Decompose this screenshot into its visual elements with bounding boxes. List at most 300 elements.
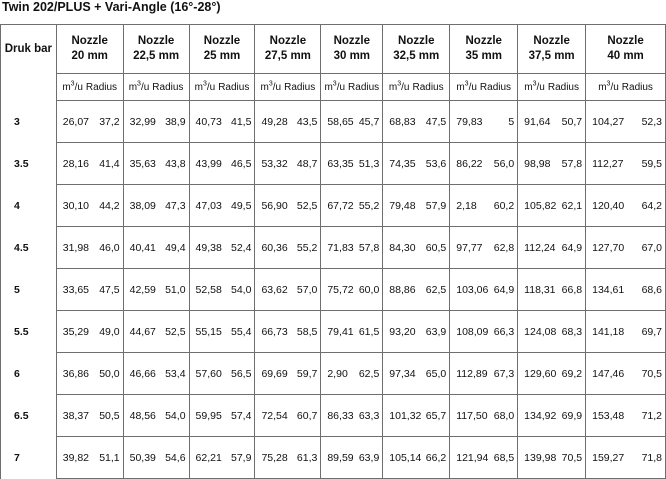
nozzle-column-header bbox=[586, 25, 666, 74]
flow-value: 79,48 bbox=[389, 199, 416, 212]
flow-radius-cell bbox=[189, 437, 255, 479]
unit-suffix: /u bbox=[140, 81, 150, 93]
flow-value: 112,27 bbox=[592, 157, 624, 170]
flow-value: 72,54 bbox=[261, 409, 288, 422]
radius-value: 56,0 bbox=[493, 157, 515, 170]
nozzle-size: 37,5 mm bbox=[528, 50, 575, 62]
radius-value: 64,9 bbox=[561, 241, 583, 254]
flow-radius-cell bbox=[321, 143, 383, 185]
radius-value: 66,3 bbox=[493, 325, 515, 338]
radius-value: 65,7 bbox=[425, 409, 447, 422]
radius-value: 57,9 bbox=[425, 199, 447, 212]
flow-value: 93,20 bbox=[389, 325, 416, 338]
table-row bbox=[1, 353, 666, 395]
flow-value: 69,69 bbox=[261, 367, 288, 380]
pressure-cell: 4 bbox=[1, 185, 57, 227]
radius-value: 5 bbox=[508, 115, 515, 128]
flow-value: 35,29 bbox=[62, 325, 90, 338]
radius-value: 68,3 bbox=[561, 325, 583, 338]
nozzle-label: Nozzle bbox=[607, 35, 644, 47]
radius-value: 70,5 bbox=[641, 367, 662, 380]
flow-radius-cell bbox=[123, 437, 189, 479]
flow-radius-cell bbox=[383, 353, 450, 395]
radius-value: 47,5 bbox=[99, 283, 120, 296]
unit-exponent: 3 bbox=[464, 80, 469, 88]
radius-value: 55,4 bbox=[231, 325, 252, 338]
flow-radius-cell bbox=[518, 143, 586, 185]
flow-value: 98,98 bbox=[524, 157, 551, 170]
flow-radius-cell bbox=[518, 227, 586, 269]
nozzle-size: 35 mm bbox=[465, 50, 502, 62]
flow-radius-cell bbox=[189, 101, 255, 143]
flow-value: 28,16 bbox=[62, 157, 90, 170]
radius-value: 52,4 bbox=[231, 241, 252, 254]
radius-label: Radius bbox=[85, 81, 118, 93]
flow-value: 86,22 bbox=[456, 157, 483, 170]
radius-value: 66,8 bbox=[561, 283, 583, 296]
radius-value: 41,4 bbox=[99, 157, 120, 170]
flow-radius-cell bbox=[586, 269, 666, 311]
flow-radius-cell bbox=[321, 227, 383, 269]
flow-value: 56,90 bbox=[261, 199, 288, 212]
flow-radius-cell bbox=[189, 143, 255, 185]
nozzle-column-header bbox=[383, 25, 450, 74]
flow-value: 153,48 bbox=[592, 409, 625, 422]
flow-radius-cell bbox=[255, 101, 321, 143]
flow-value: 2,90 bbox=[327, 367, 348, 380]
radius-value: 37,2 bbox=[99, 115, 120, 128]
flow-value: 112,89 bbox=[456, 367, 488, 380]
nozzle-size: 25 mm bbox=[203, 50, 241, 62]
radius-value: 59,7 bbox=[296, 367, 318, 380]
flow-value: 47,03 bbox=[195, 199, 222, 212]
table-row bbox=[1, 437, 666, 479]
nozzle-size: 40 mm bbox=[607, 50, 644, 62]
flow-value: 97,77 bbox=[456, 241, 483, 254]
nozzle-size: 30 mm bbox=[333, 50, 371, 62]
unit-radius-subheader bbox=[321, 74, 383, 101]
table-row bbox=[1, 143, 666, 185]
nozzle-label: Nozzle bbox=[533, 35, 570, 47]
flow-value: 84,30 bbox=[389, 241, 416, 254]
flow-radius-cell bbox=[56, 185, 123, 227]
radius-value: 69,9 bbox=[561, 409, 583, 422]
pressure-cell: 3.5 bbox=[1, 143, 57, 185]
radius-label: Radius bbox=[479, 81, 512, 93]
radius-value: 43,8 bbox=[165, 157, 186, 170]
radius-value: 57,4 bbox=[231, 409, 252, 422]
radius-value: 60,2 bbox=[493, 199, 515, 212]
flow-radius-cell bbox=[189, 311, 255, 353]
unit-radius-subheader bbox=[123, 74, 189, 101]
radius-value: 52,5 bbox=[296, 199, 318, 212]
radius-value: 58,5 bbox=[296, 325, 318, 338]
radius-value: 71,8 bbox=[641, 451, 662, 464]
flow-radius-cell bbox=[255, 311, 321, 353]
flow-value: 35,63 bbox=[129, 157, 156, 170]
flow-radius-cell bbox=[450, 227, 518, 269]
unit-radius-subheader bbox=[56, 74, 123, 101]
unit-exponent: 3 bbox=[70, 80, 75, 88]
pressure-cell: 4.5 bbox=[1, 227, 57, 269]
radius-value: 56,5 bbox=[231, 367, 252, 380]
radius-value: 54,6 bbox=[165, 451, 186, 464]
pressure-cell: 3 bbox=[1, 101, 57, 143]
unit-suffix: /u bbox=[536, 81, 545, 93]
radius-value: 61,3 bbox=[296, 451, 318, 464]
flow-value: 26,07 bbox=[62, 115, 90, 128]
flow-value: 120,40 bbox=[592, 199, 625, 212]
radius-value: 53,4 bbox=[165, 367, 186, 380]
flow-value: 104,27 bbox=[592, 115, 625, 128]
flow-value: 40,73 bbox=[195, 115, 222, 128]
radius-value: 50,5 bbox=[99, 409, 120, 422]
flow-value: 103,06 bbox=[456, 283, 489, 296]
nozzle-size: 22,5 mm bbox=[133, 50, 180, 62]
flow-radius-cell bbox=[383, 101, 450, 143]
flow-radius-cell bbox=[518, 101, 586, 143]
flow-radius-cell bbox=[518, 269, 586, 311]
flow-value: 71,83 bbox=[327, 241, 354, 254]
flow-value: 46,66 bbox=[129, 367, 156, 380]
unit-prefix: m bbox=[456, 81, 465, 93]
flow-value: 68,83 bbox=[389, 115, 416, 128]
flow-radius-cell bbox=[518, 353, 586, 395]
flow-value: 53,32 bbox=[261, 157, 288, 170]
table-header-row bbox=[1, 25, 666, 74]
flow-value: 32,99 bbox=[129, 115, 156, 128]
radius-value: 54,0 bbox=[231, 283, 252, 296]
unit-exponent: 3 bbox=[268, 80, 273, 88]
unit-exponent: 3 bbox=[202, 80, 207, 88]
subheader-blank bbox=[1, 74, 57, 101]
radius-value: 57,8 bbox=[561, 157, 583, 170]
table-row bbox=[1, 227, 666, 269]
flow-radius-cell bbox=[123, 101, 189, 143]
nozzle-column-header bbox=[450, 25, 518, 74]
flow-value: 86,33 bbox=[327, 409, 354, 422]
flow-radius-cell bbox=[586, 101, 666, 143]
flow-value: 74,35 bbox=[389, 157, 416, 170]
radius-value: 49,4 bbox=[165, 241, 186, 254]
flow-radius-cell bbox=[189, 395, 255, 437]
unit-suffix: /u bbox=[272, 81, 282, 93]
table-subheader-row bbox=[1, 74, 666, 101]
unit-suffix: /u bbox=[206, 81, 216, 93]
radius-value: 51,0 bbox=[165, 283, 186, 296]
flow-value: 43,99 bbox=[195, 157, 222, 170]
radius-value: 63,3 bbox=[358, 409, 380, 422]
flow-value: 66,73 bbox=[261, 325, 288, 338]
flow-value: 2,18 bbox=[456, 199, 477, 212]
unit-prefix: m bbox=[324, 81, 333, 93]
flow-value: 33,65 bbox=[62, 283, 90, 296]
flow-radius-cell bbox=[56, 143, 123, 185]
radius-label: Radius bbox=[621, 81, 653, 93]
unit-exponent: 3 bbox=[137, 80, 141, 88]
nozzle-size: 27,5 mm bbox=[264, 50, 311, 62]
flow-value: 139,98 bbox=[524, 451, 557, 464]
table-row bbox=[1, 269, 666, 311]
flow-value: 134,61 bbox=[592, 283, 625, 296]
flow-value: 134,92 bbox=[524, 409, 557, 422]
flow-value: 57,60 bbox=[195, 367, 222, 380]
pressure-cell: 7 bbox=[1, 437, 57, 479]
flow-value: 40,41 bbox=[129, 241, 156, 254]
flow-value: 141,18 bbox=[592, 325, 625, 338]
radius-value: 57,0 bbox=[296, 283, 318, 296]
flow-value: 55,15 bbox=[195, 325, 222, 338]
flow-value: 63,35 bbox=[327, 157, 354, 170]
flow-value: 50,39 bbox=[129, 451, 156, 464]
radius-value: 47,3 bbox=[165, 199, 186, 212]
flow-value: 88,86 bbox=[389, 283, 416, 296]
flow-radius-cell bbox=[123, 353, 189, 395]
flow-value: 30,10 bbox=[62, 199, 90, 212]
flow-radius-cell bbox=[586, 395, 666, 437]
flow-radius-cell bbox=[56, 101, 123, 143]
unit-prefix: m bbox=[194, 81, 203, 93]
flow-radius-cell bbox=[450, 269, 518, 311]
radius-value: 68,0 bbox=[493, 409, 515, 422]
flow-radius-cell bbox=[383, 269, 450, 311]
flow-value: 105,14 bbox=[389, 451, 422, 464]
radius-value: 48,7 bbox=[296, 157, 318, 170]
radius-value: 62,1 bbox=[561, 199, 583, 212]
unit-radius-subheader bbox=[383, 74, 450, 101]
radius-value: 57,8 bbox=[358, 241, 380, 254]
radius-value: 41,5 bbox=[231, 115, 252, 128]
flow-value: 44,67 bbox=[129, 325, 156, 338]
flow-radius-cell bbox=[321, 101, 383, 143]
unit-suffix: /u bbox=[610, 81, 619, 93]
flow-value: 75,28 bbox=[261, 451, 288, 464]
radius-label: Radius bbox=[218, 81, 250, 93]
radius-value: 49,5 bbox=[231, 199, 252, 212]
flow-radius-cell bbox=[383, 143, 450, 185]
flow-value: 49,38 bbox=[195, 241, 222, 254]
nozzle-size: 20 mm bbox=[71, 50, 108, 62]
flow-radius-cell bbox=[450, 311, 518, 353]
flow-radius-cell bbox=[321, 437, 383, 479]
flow-radius-cell bbox=[255, 437, 321, 479]
flow-value: 52,58 bbox=[195, 283, 222, 296]
flow-radius-cell bbox=[321, 311, 383, 353]
flow-value: 105,82 bbox=[524, 199, 557, 212]
pressure-column-header: Druk bar bbox=[1, 25, 57, 74]
nozzle-column-header bbox=[321, 25, 383, 74]
radius-value: 62,8 bbox=[493, 241, 515, 254]
flow-radius-cell bbox=[450, 185, 518, 227]
flow-value: 63,62 bbox=[261, 283, 288, 296]
flow-radius-cell bbox=[56, 311, 123, 353]
table-row bbox=[1, 395, 666, 437]
flow-value: 147,46 bbox=[592, 367, 625, 380]
table-row bbox=[1, 185, 666, 227]
flow-value: 60,36 bbox=[261, 241, 288, 254]
flow-value: 129,60 bbox=[524, 367, 557, 380]
unit-radius-subheader bbox=[450, 74, 518, 101]
unit-exponent: 3 bbox=[397, 80, 402, 88]
flow-radius-cell bbox=[383, 227, 450, 269]
unit-prefix: m bbox=[128, 81, 138, 93]
pressure-cell: 6.5 bbox=[1, 395, 57, 437]
flow-value: 97,34 bbox=[389, 367, 416, 380]
flow-radius-cell bbox=[56, 227, 123, 269]
unit-prefix: m bbox=[598, 81, 607, 93]
flow-radius-cell bbox=[56, 269, 123, 311]
flow-value: 79,41 bbox=[327, 325, 354, 338]
nozzle-column-header bbox=[56, 25, 123, 74]
unit-prefix: m bbox=[388, 81, 398, 93]
nozzle-label: Nozzle bbox=[398, 35, 435, 47]
flow-value: 79,83 bbox=[456, 115, 483, 128]
flow-radius-cell bbox=[383, 395, 450, 437]
flow-radius-cell bbox=[518, 185, 586, 227]
radius-value: 62,5 bbox=[425, 283, 447, 296]
flow-value: 121,94 bbox=[456, 451, 489, 464]
radius-value: 49,0 bbox=[99, 325, 120, 338]
unit-suffix: /u bbox=[336, 81, 346, 93]
flow-radius-cell bbox=[450, 437, 518, 479]
flow-radius-cell bbox=[321, 269, 383, 311]
flow-value: 91,64 bbox=[524, 115, 551, 128]
flow-value: 31,98 bbox=[62, 241, 90, 254]
flow-radius-cell bbox=[255, 395, 321, 437]
flow-radius-cell bbox=[189, 227, 255, 269]
unit-radius-subheader bbox=[518, 74, 586, 101]
nozzle-column-header bbox=[123, 25, 189, 74]
flow-value: 118,31 bbox=[524, 283, 556, 296]
flow-radius-cell bbox=[189, 269, 255, 311]
flow-value: 117,50 bbox=[456, 409, 488, 422]
radius-value: 67,0 bbox=[641, 241, 662, 254]
radius-value: 69,7 bbox=[641, 325, 662, 338]
radius-value: 45,7 bbox=[358, 115, 380, 128]
radius-value: 50,7 bbox=[561, 115, 583, 128]
flow-radius-cell bbox=[255, 185, 321, 227]
flow-radius-cell bbox=[189, 353, 255, 395]
unit-radius-subheader bbox=[189, 74, 255, 101]
nozzle-label: Nozzle bbox=[203, 35, 241, 47]
flow-value: 38,09 bbox=[129, 199, 156, 212]
radius-value: 51,1 bbox=[99, 451, 120, 464]
radius-value: 44,2 bbox=[99, 199, 120, 212]
nozzle-column-header bbox=[189, 25, 255, 74]
unit-prefix: m bbox=[260, 81, 269, 93]
flow-value: 48,56 bbox=[129, 409, 156, 422]
radius-value: 53,6 bbox=[425, 157, 447, 170]
flow-value: 159,27 bbox=[592, 451, 625, 464]
flow-radius-cell bbox=[123, 269, 189, 311]
flow-radius-cell bbox=[383, 437, 450, 479]
radius-label: Radius bbox=[284, 81, 316, 93]
flow-radius-cell bbox=[123, 143, 189, 185]
radius-value: 68,5 bbox=[493, 451, 515, 464]
pressure-cell: 5.5 bbox=[1, 311, 57, 353]
flow-radius-cell bbox=[123, 227, 189, 269]
radius-value: 67,3 bbox=[493, 367, 515, 380]
flow-radius-cell bbox=[586, 353, 666, 395]
radius-value: 71,2 bbox=[641, 409, 662, 422]
table-row bbox=[1, 311, 666, 353]
radius-value: 50,0 bbox=[99, 367, 120, 380]
pressure-cell: 5 bbox=[1, 269, 57, 311]
flow-value: 127,70 bbox=[592, 241, 625, 254]
flow-radius-cell bbox=[586, 311, 666, 353]
nozzle-column-header bbox=[255, 25, 321, 74]
radius-value: 46,5 bbox=[231, 157, 252, 170]
radius-value: 60,5 bbox=[425, 241, 447, 254]
flow-value: 108,09 bbox=[456, 325, 489, 338]
flow-radius-cell bbox=[586, 143, 666, 185]
radius-value: 52,3 bbox=[641, 115, 662, 128]
radius-value: 64,2 bbox=[641, 199, 662, 212]
radius-value: 63,9 bbox=[358, 451, 380, 464]
flow-radius-cell bbox=[518, 395, 586, 437]
radius-value: 61,5 bbox=[358, 325, 380, 338]
nozzle-column-header bbox=[518, 25, 586, 74]
radius-value: 70,5 bbox=[561, 451, 583, 464]
radius-value: 60,7 bbox=[296, 409, 318, 422]
nozzle-table bbox=[0, 24, 666, 479]
flow-radius-cell bbox=[56, 437, 123, 479]
flow-radius-cell bbox=[56, 395, 123, 437]
radius-value: 66,2 bbox=[425, 451, 447, 464]
flow-radius-cell bbox=[255, 269, 321, 311]
nozzle-label: Nozzle bbox=[333, 35, 371, 47]
flow-radius-cell bbox=[586, 185, 666, 227]
flow-value: 36,86 bbox=[62, 367, 90, 380]
radius-value: 51,3 bbox=[358, 157, 380, 170]
radius-value: 63,9 bbox=[425, 325, 447, 338]
flow-radius-cell bbox=[383, 311, 450, 353]
flow-value: 38,37 bbox=[62, 409, 90, 422]
flow-radius-cell bbox=[123, 185, 189, 227]
flow-value: 39,82 bbox=[62, 451, 90, 464]
flow-value: 67,72 bbox=[327, 199, 354, 212]
flow-radius-cell bbox=[321, 353, 383, 395]
radius-value: 60,0 bbox=[358, 283, 380, 296]
unit-exponent: 3 bbox=[332, 80, 337, 88]
flow-radius-cell bbox=[450, 353, 518, 395]
radius-value: 68,6 bbox=[641, 283, 662, 296]
radius-value: 54,0 bbox=[165, 409, 186, 422]
flow-value: 89,59 bbox=[327, 451, 354, 464]
unit-radius-subheader bbox=[586, 74, 666, 101]
flow-radius-cell bbox=[383, 185, 450, 227]
flow-value: 112,24 bbox=[524, 241, 556, 254]
table-row bbox=[1, 101, 666, 143]
flow-value: 101,32 bbox=[389, 409, 422, 422]
flow-value: 124,08 bbox=[524, 325, 557, 338]
flow-radius-cell bbox=[255, 353, 321, 395]
flow-value: 58,65 bbox=[327, 115, 354, 128]
flow-radius-cell bbox=[321, 395, 383, 437]
flow-value: 59,95 bbox=[195, 409, 222, 422]
radius-value: 57,9 bbox=[231, 451, 252, 464]
unit-prefix: m bbox=[62, 81, 71, 93]
flow-radius-cell bbox=[321, 185, 383, 227]
flow-radius-cell bbox=[255, 227, 321, 269]
flow-value: 42,59 bbox=[129, 283, 156, 296]
flow-radius-cell bbox=[518, 311, 586, 353]
radius-value: 43,5 bbox=[296, 115, 318, 128]
radius-value: 38,9 bbox=[165, 115, 186, 128]
flow-radius-cell bbox=[450, 143, 518, 185]
flow-radius-cell bbox=[586, 437, 666, 479]
nozzle-label: Nozzle bbox=[465, 35, 502, 47]
